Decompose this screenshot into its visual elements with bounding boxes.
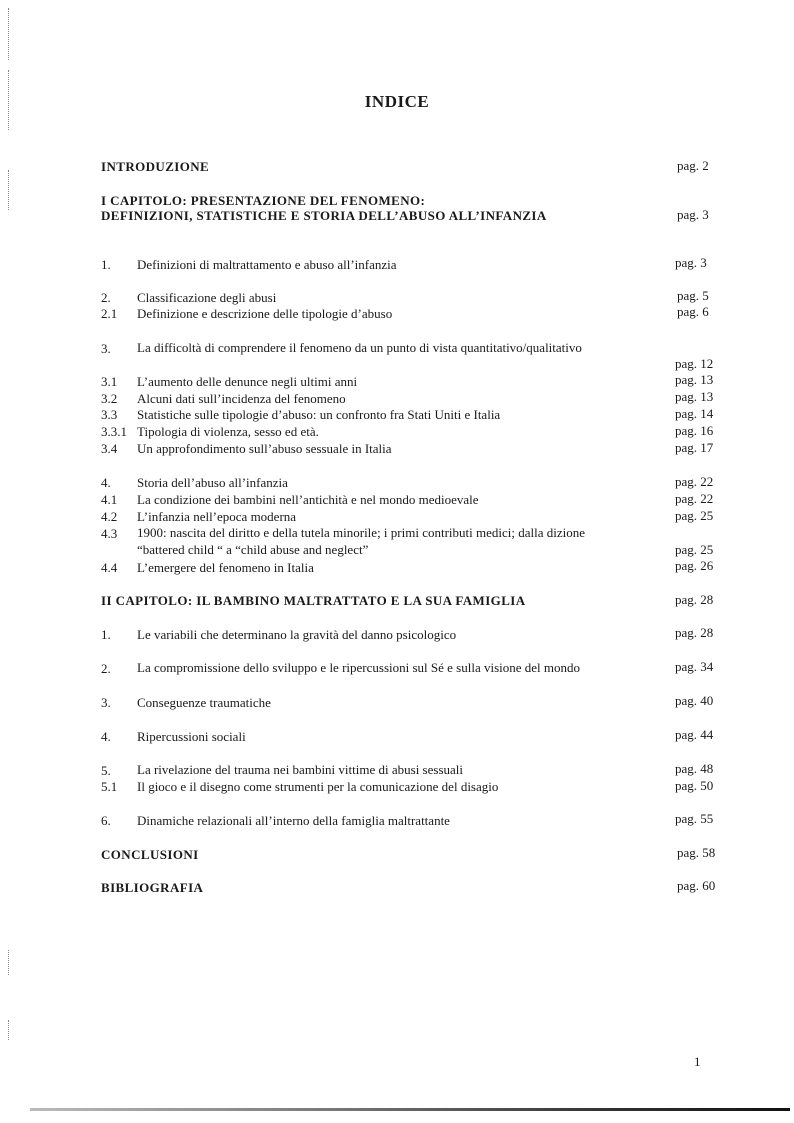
toc-entry-text: Definizione e descrizione delle tipologie d’abuso — [137, 306, 393, 321]
toc-heading: DEFINIZIONI, STATISTICHE E STORIA DELL’ABUSO ALL’INFANZIA — [101, 208, 547, 223]
toc-page-ref: pag. 5 — [677, 288, 709, 303]
toc-page-ref: pag. 12 — [675, 356, 714, 371]
toc-page-ref: pag. 40 — [675, 693, 714, 708]
toc-number: 4.2 — [101, 509, 118, 524]
toc-page-ref: pag. 28 — [675, 625, 714, 640]
toc-heading: I CAPITOLO: PRESENTAZIONE DEL FENOMENO: — [101, 193, 426, 208]
scan-edge-mark — [8, 950, 10, 975]
toc-page-ref: pag. 28 — [675, 592, 714, 607]
toc-entry-text: La condizione dei bambini nell’antichità e nel mondo medioevale — [137, 492, 479, 507]
toc-number: 5. — [101, 763, 111, 778]
toc-heading: CONCLUSIONI — [101, 847, 199, 862]
page-number: 1 — [694, 1054, 701, 1069]
toc-number: 5.1 — [101, 779, 118, 794]
toc-entry-text: L’infanzia nell’epoca moderna — [137, 509, 297, 524]
scan-edge-mark — [8, 1020, 10, 1040]
toc-page-ref: pag. 3 — [675, 255, 707, 270]
toc-page-ref: pag. 50 — [675, 778, 714, 793]
toc-number: 3.3.1 — [101, 424, 127, 439]
toc-entry-text: 1900: nascita del diritto e della tutela minorile; i primi contributi medici; dalla dizione — [137, 525, 586, 540]
toc-entry-text: Alcuni dati sull’incidenza del fenomeno — [137, 391, 346, 406]
toc-entry-text: L’aumento delle denunce negli ultimi anni — [137, 374, 358, 389]
toc-page-ref: pag. 13 — [675, 372, 714, 387]
toc-entry-text: Il gioco e il disegno come strumenti per la comunicazione del disagio — [137, 779, 499, 794]
toc-page-ref: pag. 22 — [675, 474, 714, 489]
toc-page-ref: pag. 25 — [675, 508, 714, 523]
toc-number: 2. — [101, 290, 111, 305]
toc-entry-text: Dinamiche relazionali all’interno della famiglia maltrattante — [137, 813, 450, 828]
toc-page-ref: pag. 58 — [677, 845, 716, 860]
toc-number: 3.1 — [101, 374, 118, 389]
toc-page-ref: pag. 2 — [677, 158, 709, 173]
toc-entry-text: Definizioni di maltrattamento e abuso all’infanzia — [137, 257, 397, 272]
toc-page-ref: pag. 48 — [675, 761, 714, 776]
index-title: INDICE — [364, 92, 430, 111]
toc-number: 3. — [101, 695, 111, 710]
toc-entry-text: Conseguenze traumatiche — [137, 695, 271, 710]
toc-heading: INTRODUZIONE — [101, 159, 210, 174]
toc-number: 6. — [101, 813, 111, 828]
toc-heading: II CAPITOLO: IL BAMBINO MALTRATTATO E LA SUA FAMIGLIA — [101, 593, 526, 608]
toc-number: 4. — [101, 729, 111, 744]
toc-number: 4.1 — [101, 492, 118, 507]
toc-number: 2.1 — [101, 306, 118, 321]
toc-entry-text: La compromissione dello sviluppo e le ripercussioni sul Sé e sulla visione del mondo — [137, 660, 581, 675]
toc-number: 4.3 — [101, 526, 118, 541]
toc-page-ref: pag. 25 — [675, 542, 714, 557]
toc-page-ref: pag. 22 — [675, 491, 714, 506]
toc-entry-text: L’emergere del fenomeno in Italia — [137, 560, 314, 575]
toc-page-ref: pag. 13 — [675, 389, 714, 404]
toc-entry-text: Classificazione degli abusi — [137, 290, 277, 305]
toc-entry-text: Storia dell’abuso all’infanzia — [137, 475, 288, 490]
toc-number: 2. — [101, 661, 111, 676]
scan-edge-mark — [8, 170, 10, 210]
toc-entry-text: Tipologia di violenza, sesso ed età. — [137, 424, 319, 439]
toc-entry-text: La difficoltà di comprendere il fenomeno da un punto di vista quantitativo/qualitativo — [137, 340, 582, 355]
toc-entry-text: “battered child “ a “child abuse and neglect” — [137, 542, 369, 557]
toc-entry-text: Le variabili che determinano la gravità del danno psicologico — [137, 627, 457, 642]
toc-entry-text: La rivelazione del trauma nei bambini vittime di abusi sessuali — [137, 762, 463, 777]
toc-page-ref: pag. 55 — [675, 811, 714, 826]
toc-page-ref: pag. 14 — [675, 406, 714, 421]
toc-number: 3. — [101, 341, 111, 356]
toc-number: 1. — [101, 257, 111, 272]
toc-number: 3.3 — [101, 407, 118, 422]
toc-page-ref: pag. 16 — [675, 423, 714, 438]
toc-number: 4.4 — [101, 560, 118, 575]
toc-page-ref: pag. 6 — [677, 304, 709, 319]
toc-page-ref: pag. 44 — [675, 727, 714, 742]
toc-page-ref: pag. 26 — [675, 558, 714, 573]
toc-entry-text: Ripercussioni sociali — [137, 729, 246, 744]
toc-page-ref: pag. 17 — [675, 440, 714, 455]
toc-heading: BIBLIOGRAFIA — [101, 880, 204, 895]
scan-edge-mark — [8, 8, 10, 60]
toc-number: 1. — [101, 627, 111, 642]
toc-number: 3.4 — [101, 441, 118, 456]
toc-page-ref: pag. 60 — [677, 878, 716, 893]
toc-entry-text: Statistiche sulle tipologie d’abuso: un confronto fra Stati Uniti e Italia — [137, 407, 501, 422]
toc-entry-text: Un approfondimento sull’abuso sessuale in Italia — [137, 441, 392, 456]
toc-number: 3.2 — [101, 391, 118, 406]
toc-page-ref: pag. 3 — [677, 207, 709, 222]
toc-number: 4. — [101, 475, 111, 490]
scan-edge-bar — [30, 1108, 790, 1111]
toc-page-ref: pag. 34 — [675, 659, 714, 674]
